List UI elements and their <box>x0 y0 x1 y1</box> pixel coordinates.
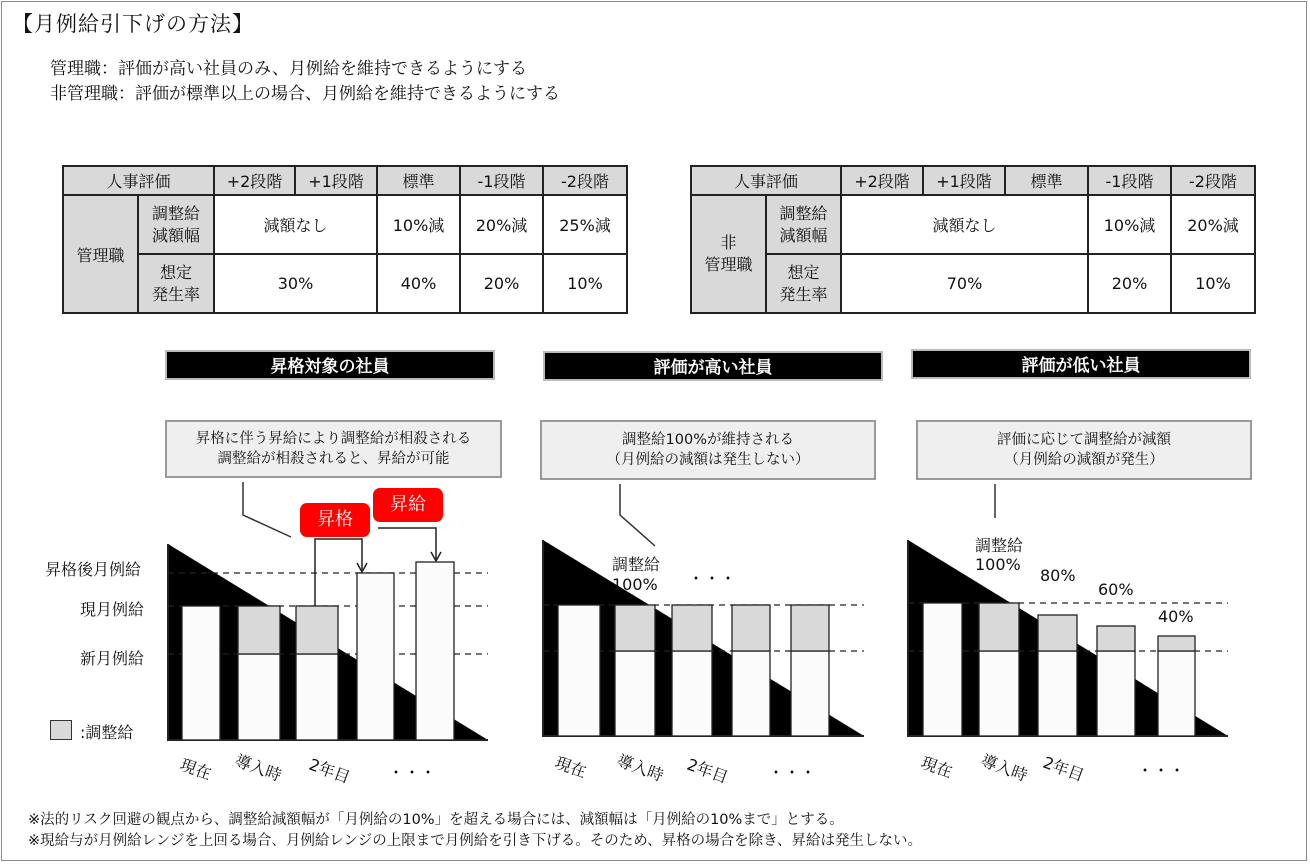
group-label: 管理職 <box>63 195 138 313</box>
row-label-reduction: 調整給 減額幅 <box>766 195 841 254</box>
cell-rate: 30% <box>214 254 377 313</box>
x-label-now: 現在 <box>177 754 215 784</box>
bar-adjustment-40 <box>1158 636 1195 651</box>
callout-line: 評価に応じて調整給が減額 <box>997 432 1171 448</box>
callout-line: （月例給の減額が発生） <box>1004 452 1164 468</box>
cell-no-reduction: 減額なし <box>841 195 1088 254</box>
bar-base <box>732 651 770 736</box>
header-plus2: +2段階 <box>841 166 923 195</box>
annotation-value-80: 80% <box>1040 566 1076 585</box>
cell-reduction: 25%減 <box>543 195 627 254</box>
footnote-range: ※現給与が月例給レンジを上回る場合、月例給レンジの上限まで月例給を引き下げる。そのため、昇格の場合を除き、昇給は発生しない。 <box>28 833 923 849</box>
bar-adjustment <box>732 605 770 651</box>
x-label-introduction: 導入時 <box>232 750 285 786</box>
row-label-rate: 想定 発生率 <box>766 254 841 313</box>
bar-base <box>672 651 712 736</box>
header-evaluation: 人事評価 <box>63 166 214 195</box>
cell-reduction: 10%減 <box>1088 195 1171 254</box>
bar-adjustment-80 <box>1038 615 1077 651</box>
header-minus2: -2段階 <box>1171 166 1255 195</box>
arrow-raise <box>378 528 436 559</box>
annotation-value-100: 100% <box>975 555 1021 574</box>
bar-base <box>979 651 1019 736</box>
cell-reduction: 20%減 <box>1171 195 1255 254</box>
header-standard: 標準 <box>377 166 460 195</box>
annotation-value: 100% <box>612 575 658 594</box>
footnote-legal: ※法的リスク回避の観点から、調整給減額幅が「月例給の10%」を超える場合には、減額幅は「月例給の10%まで」とする。 <box>28 812 844 828</box>
bar-current <box>558 605 600 736</box>
bar-current <box>182 606 220 740</box>
x-label-year2: 2年目 <box>684 754 731 788</box>
callout-pointer <box>243 482 291 537</box>
cell-reduction: 20%減 <box>460 195 543 254</box>
cell-reduction: 10%減 <box>377 195 460 254</box>
subtitle-manager: 管理職：評価が高い社員のみ、月例給を維持できるようにする <box>50 59 528 79</box>
callout-pointer <box>620 484 655 546</box>
bar-base <box>238 654 280 740</box>
header-standard: 標準 <box>1005 166 1088 195</box>
bar-adjustment <box>238 606 280 654</box>
header-plus1: +1段階 <box>923 166 1005 195</box>
x-label-now: 現在 <box>918 752 956 782</box>
annotation-adjustment: 調整給 <box>975 536 1024 555</box>
tag-promotion: 昇格 <box>300 503 370 537</box>
bar-adjustment-100 <box>979 603 1019 651</box>
annotation-dots: ・・・ <box>688 569 737 588</box>
x-label-year2: 2年目 <box>306 754 353 788</box>
header-plus2: +2段階 <box>214 166 295 195</box>
header-minus1: -1段階 <box>1088 166 1171 195</box>
group-label: 非 管理職 <box>691 195 766 313</box>
bar-current <box>923 603 962 736</box>
cell-rate: 40% <box>377 254 460 313</box>
bar-base <box>1097 651 1135 736</box>
bar-base <box>296 654 338 740</box>
x-label-introduction: 導入時 <box>614 750 667 786</box>
bar-base <box>791 651 829 736</box>
x-label-ellipsis: ・・・ <box>1137 761 1186 780</box>
x-label-ellipsis: ・・・ <box>768 763 817 782</box>
header-evaluation: 人事評価 <box>691 166 841 195</box>
banner-high-evaluation: 評価が高い社員 <box>543 351 883 381</box>
y-label-after-promotion: 昇格後月例給 <box>45 560 142 579</box>
x-label-ellipsis: ・・・ <box>388 763 437 782</box>
header-minus2: -2段階 <box>543 166 627 195</box>
cell-rate: 20% <box>1088 254 1171 313</box>
bar-adjustment <box>615 605 655 651</box>
bar-base <box>615 651 655 736</box>
callout-line: （月例給の減額は発生しない） <box>606 452 810 468</box>
subtitle-non-manager: 非管理職：評価が標準以上の場合、月例給を維持できるようにする <box>50 84 560 104</box>
cell-rate: 20% <box>460 254 543 313</box>
cell-rate: 10% <box>543 254 627 313</box>
row-label-reduction: 調整給 減額幅 <box>138 195 214 254</box>
bar-adjustment <box>672 605 712 651</box>
x-label-now: 現在 <box>552 752 590 782</box>
y-label-new: 新月例給 <box>80 649 145 668</box>
header-minus1: -1段階 <box>460 166 543 195</box>
annotation-adjustment: 調整給 <box>612 555 661 574</box>
banner-low-evaluation: 評価が低い社員 <box>911 349 1251 379</box>
x-label-introduction: 導入時 <box>978 750 1031 786</box>
bar-adjustment <box>791 605 829 651</box>
banner-promotion: 昇格対象の社員 <box>165 350 495 380</box>
bar-adjustment <box>296 606 338 654</box>
annotation-value-60: 60% <box>1098 580 1134 599</box>
bar-base <box>1158 651 1195 736</box>
bar-base <box>1038 651 1077 736</box>
legend-label: :調整給 <box>80 723 134 742</box>
bar-adjustment-60 <box>1097 626 1135 651</box>
cell-rate: 70% <box>841 254 1088 313</box>
header-plus1: +1段階 <box>295 166 377 195</box>
cell-rate: 10% <box>1171 254 1255 313</box>
legend-swatch <box>50 720 72 740</box>
annotation-value-40: 40% <box>1158 607 1194 626</box>
callout-line: 調整給100%が維持される <box>622 432 794 448</box>
cell-no-reduction: 減額なし <box>214 195 377 254</box>
callout-line: 昇格に伴う昇給により調整給が相殺される <box>195 431 472 447</box>
row-label-rate: 想定 発生率 <box>138 254 214 313</box>
bar-after-promotion <box>357 573 394 740</box>
y-label-current: 現月例給 <box>80 600 145 619</box>
bar-after-raise <box>416 562 454 740</box>
callout-line: 調整給が相殺されると、昇給が可能 <box>217 451 450 467</box>
x-label-year2: 2年目 <box>1040 752 1087 786</box>
tag-raise: 昇給 <box>373 488 443 522</box>
page-title: 【月例給引下げの方法】 <box>12 12 254 36</box>
